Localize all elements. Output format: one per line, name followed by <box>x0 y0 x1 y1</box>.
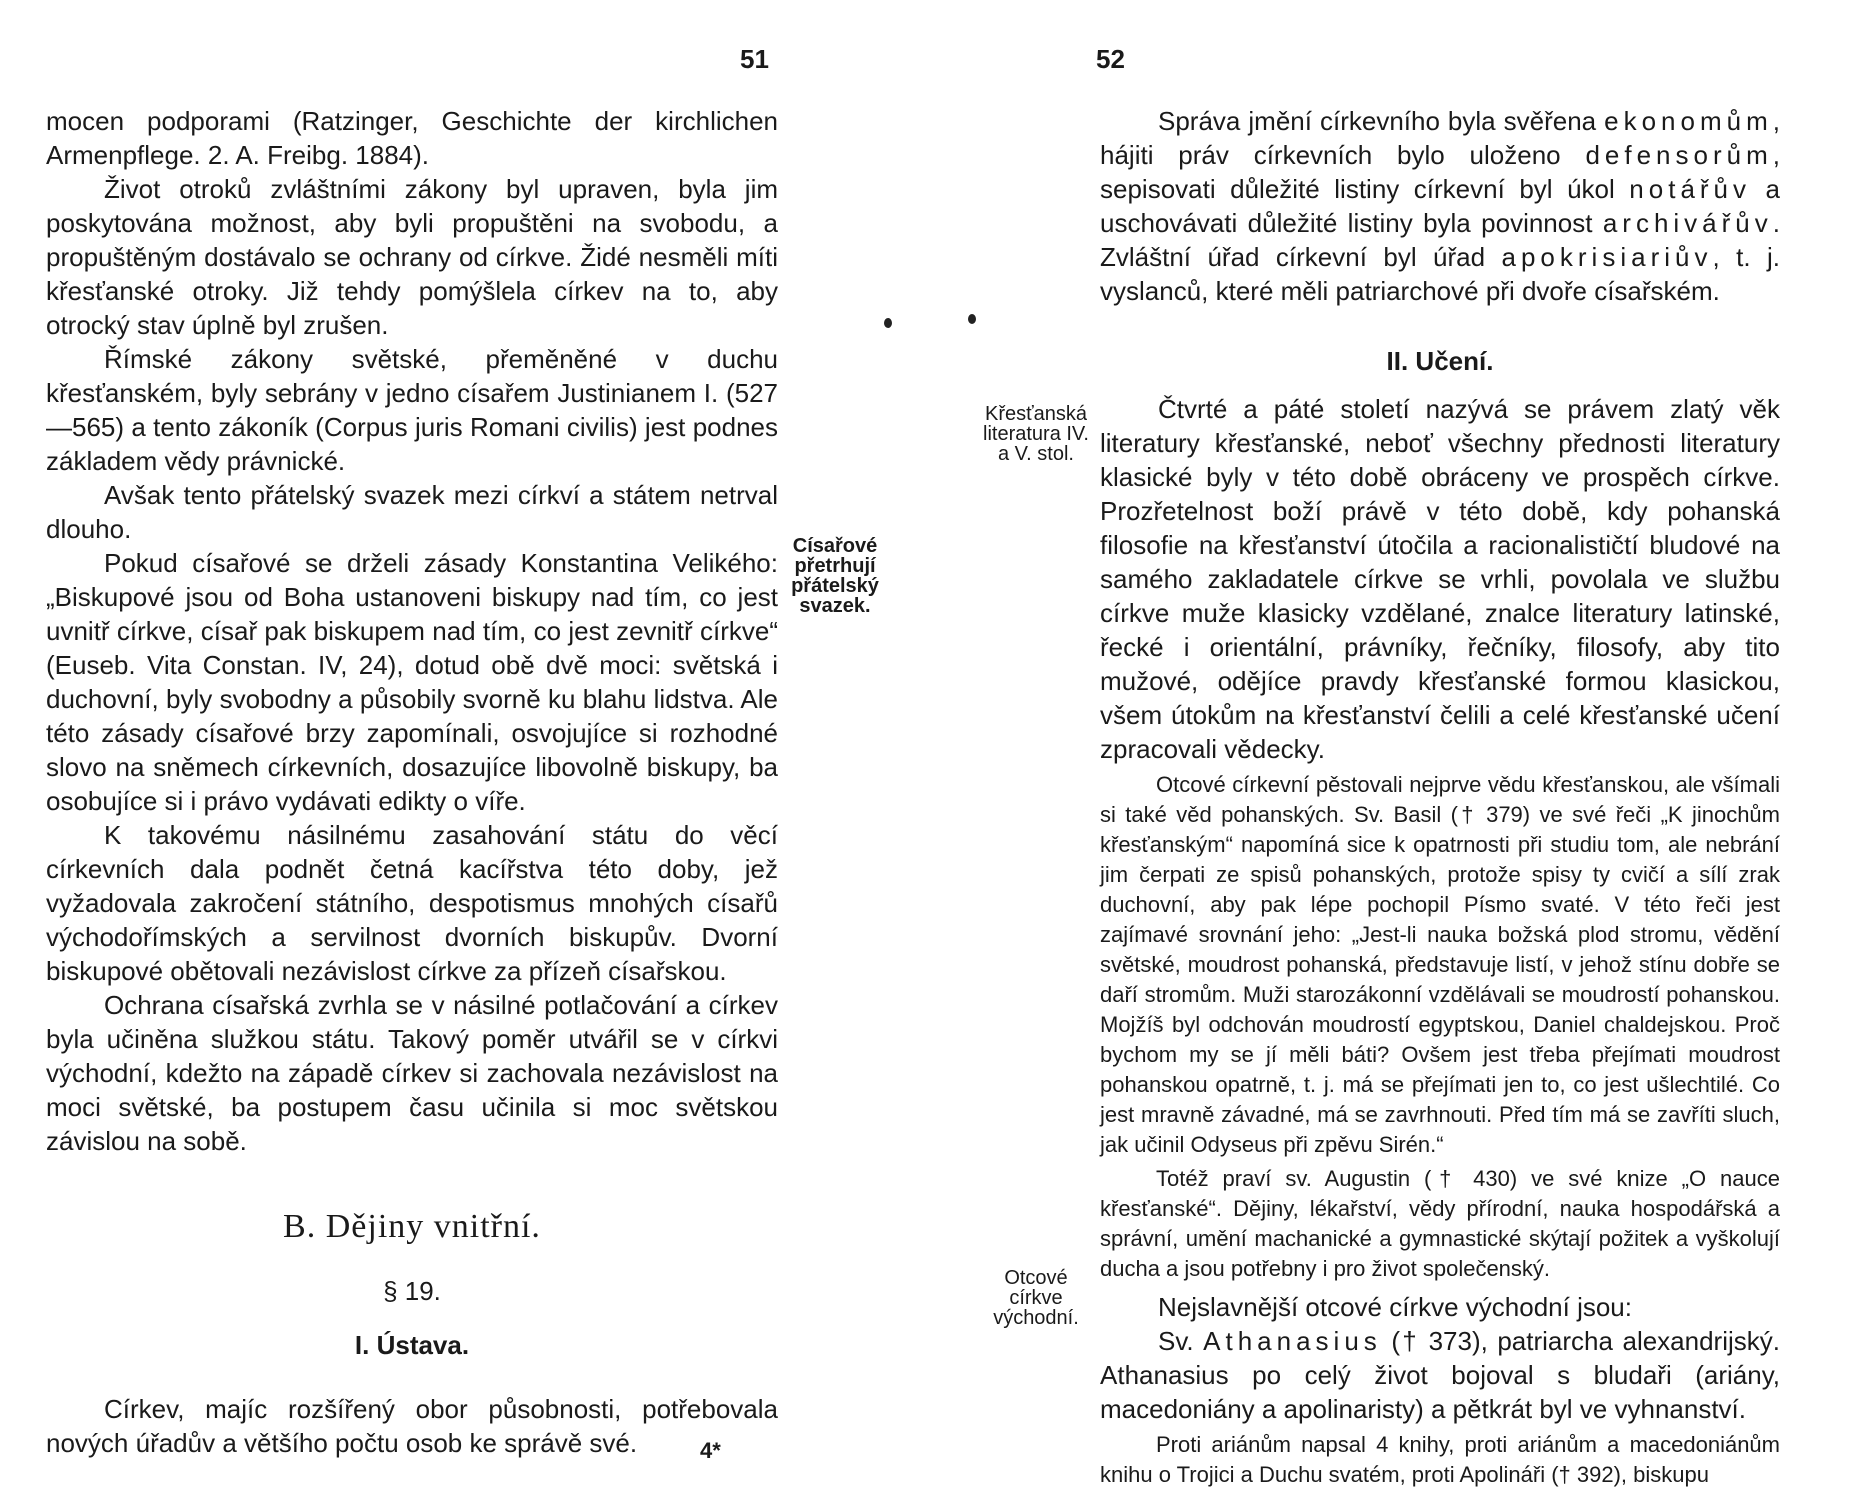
right-text-column <box>1100 104 1780 1490</box>
margin-note-emperors: Císařové přetrhují přátelský svazek. <box>791 535 879 617</box>
intro-text: . Zvláštní úřad církevní byl úřad <box>1100 208 1780 272</box>
athanasius-prefix: Sv. <box>1158 1326 1204 1356</box>
paragraph-continuation: mocen podporami (Ratzinger, Geschichte der kirchlichen Armenpflege. 2. A. Freibg. 1884). <box>46 106 778 170</box>
margin-note-literature: Křesťanská literatura IV. a V. stol. <box>983 403 1089 465</box>
paragraph-protection: Ochrana císařská zvrhla se v násilné potlačování a církev byla učiněna služkou státu. Takový poměr utvářil se v církvi východní, kdežto na západě církev si zachovala nezávislost na moci světské, ba postupem času učinila si moc světskou závislou na sobě. <box>46 990 778 1156</box>
paragraph-augustin: Totéž praví sv. Augustin († 430) ve své knize „O nauce křesťanské“. Dějiny, lékařství, vědy přírodní, nauka hospodářská a správní, umění machanické a gymnastické skýtají požitek a vyškolují ducha a jsou potřebny i pro život společenský. <box>1100 1166 1780 1281</box>
ink-dot <box>884 318 892 328</box>
paragraph-athanasius <box>1100 1324 1780 1426</box>
left-text-column <box>46 104 778 1460</box>
term-archivaruv: archivářův <box>1602 208 1773 238</box>
section-number: § 19. <box>383 1276 441 1306</box>
paragraph-arians: Proti ariánům napsal 4 knihy, proti ariánům a macedoniánům knihu o Trojici a Duchu svatém, proti Apolináři († 392), biskupu <box>1100 1432 1780 1487</box>
page-number-right: 52 <box>1096 44 1125 74</box>
intro-text: Správa jmění církevního byla svěřena <box>1158 106 1605 136</box>
ink-dot <box>968 314 976 324</box>
paragraph-basil: Otcové církevní pěstovali nejprve vědu křesťanskou, ale všímali si také věd pohanských. Sv. Basil († 379) ve své řeči „K jinochům křesťanským“ napomíná sice k opatrnosti při studiu tom, ale nebrání jim čerpati ze spisů pohanských, protože spisy ty cvičí a sílí zrak duchovní, aby pak lépe pochopil Písmo svaté. V této řeči jest zajímavé srovnání jeho: „Jest-li nauka božská plod stromu, vědění světské, moudrost pohanská, představuje listí, v jehož stínu dobře se daří stromům. Muži starozákonní vzdělávali se moudrostí pohanskou. Mojžíš byl odchován moudrostí egyptskou, Daniel chaldejskou. Proč bychom my se jí měli báti? Ovšem jest třeba přejímati moudrost pohanskou opatrně, t. j. má se přejímati jen to, co jest ušlechtilé. Co jest mravně závadné, má se zavrhnouti. Před tím má se zavříti sluch, jak učinil Odyseus při zpěvu Sirén.“ <box>1100 772 1780 1157</box>
paragraph-slaves: Život otroků zvláštními zákony byl upraven, byla jim poskytována možnost, aby byli propuštěni na svobodu, a propuštěným dostávalo se ochrany od církve. Židé nesměli míti křesťanské otroky. Již tehdy pomýšlela církev na to, aby otrocký stav úplně byl zrušen. <box>46 174 778 340</box>
paragraph-roman-law: Římské zákony světské, přeměněné v duchu křesťanském, byly sebrány v jedno císařem Justinianem I. (527—565) a tento zákoník (Corpus juris Romani civilis) jest podnes základem vědy právnické. <box>46 344 778 476</box>
paragraph-offices <box>1100 104 1780 308</box>
section-title: B. Dějiny vnitřní. <box>283 1208 541 1245</box>
paragraph-alliance: Avšak tento přátelský svazek mezi církví a státem netrval dlouho. <box>46 480 778 544</box>
subheading-ustava: I. Ústava. <box>354 1330 470 1360</box>
intro-text: a uschovávati důležité listiny byla povinnost <box>1100 174 1781 238</box>
term-apokrisiariuv: apokrisiariův <box>1501 242 1713 272</box>
paragraph-interference: K takovému násilnému zasahování státu do věcí církevních dala podnět četná kacířstva této doby, jež vyžadovala zakročení státního, despotismus mnohých císařů východořímských a servilnost dvorních biskupův. Dvorní biskupové obětovali nezávislost církve za přízeň císařskou. <box>46 820 778 986</box>
intro-text: , t. j. vyslanců, které měli patriarchové při dvoře císařském. <box>1100 242 1780 306</box>
paragraph-emperors: Pokud císařové se drželi zásady Konstantina Velikého: „Biskupové jsou od Boha ustanoveni biskupy nad tím, co jest uvnitř církve, císař pak biskupem nad tím, co jest zevnitř církve“ (Euseb. Vita Constan. IV, 24), dotud obě dvě moci: světská i duchovní, byly svobodny a působily svorně ku blahu lidstva. Ale této zásady císařové brzy zapomínali, osvojujíce si rozhodné slovo na sněmech církevních, dosazujíce libovolně biskupy, ba osobujíce si i právo vydávati edikty o víře. <box>46 548 778 816</box>
athanasius-rest: († 373), patriarcha alexandrijský. Athanasius po celý život bojoval s bludaři (ariány, macedoniány a apolinaristy) a pětkrát byl ve vyhnanství. <box>1100 1326 1780 1424</box>
subheading-uceni: II. Učení. <box>1386 346 1494 376</box>
athanasius-name: Athanasius <box>1203 1326 1382 1356</box>
intro-text: , hájiti práv církevních bylo uloženo <box>1100 106 1780 170</box>
paragraph-golden-age: Čtvrté a páté století nazývá se právem zlatý věk literatury křesťanské, neboť všechny přednosti literatury klasické byly v této době obráceny ve prospěch církve. Prozřetelnost boží právě v této době, kdy pohanská filosofie na křesťanství útočila a racionalističtí bludové na samého zakladatele církve se vrhli, povolala ve službu církve muže klasicky vzdělané, znalce literatury latinské, řecké i orientální, právníky, řečníky, filosofy, aby tito mužové, odějíce pravdy křesťanské formou klasickou, všem útokům na křesťanství čelili a celé křesťanské učení zpracovali vědecky. <box>1100 394 1780 764</box>
paragraph-fathers-intro: Nejslavnější otcové církve východní jsou: <box>1158 1292 1632 1322</box>
intro-text: , sepisovati důležité listiny církevní byl úkol <box>1100 140 1780 204</box>
term-notaruv: notářův <box>1629 174 1752 204</box>
signature-mark: 4* <box>700 1438 721 1463</box>
paragraph-church-offices: Církev, majíc rozšířený obor působnosti, potřebovala nových úřadův a většího počtu osob ke správě své. <box>46 1394 778 1458</box>
page-number-left: 51 <box>740 44 769 74</box>
term-ekonomum: ekonomům <box>1604 106 1773 136</box>
term-defensorum: defensorům <box>1585 140 1773 170</box>
margin-note-fathers: Otcové církve východní. <box>993 1267 1079 1329</box>
right-page <box>940 0 1862 1500</box>
